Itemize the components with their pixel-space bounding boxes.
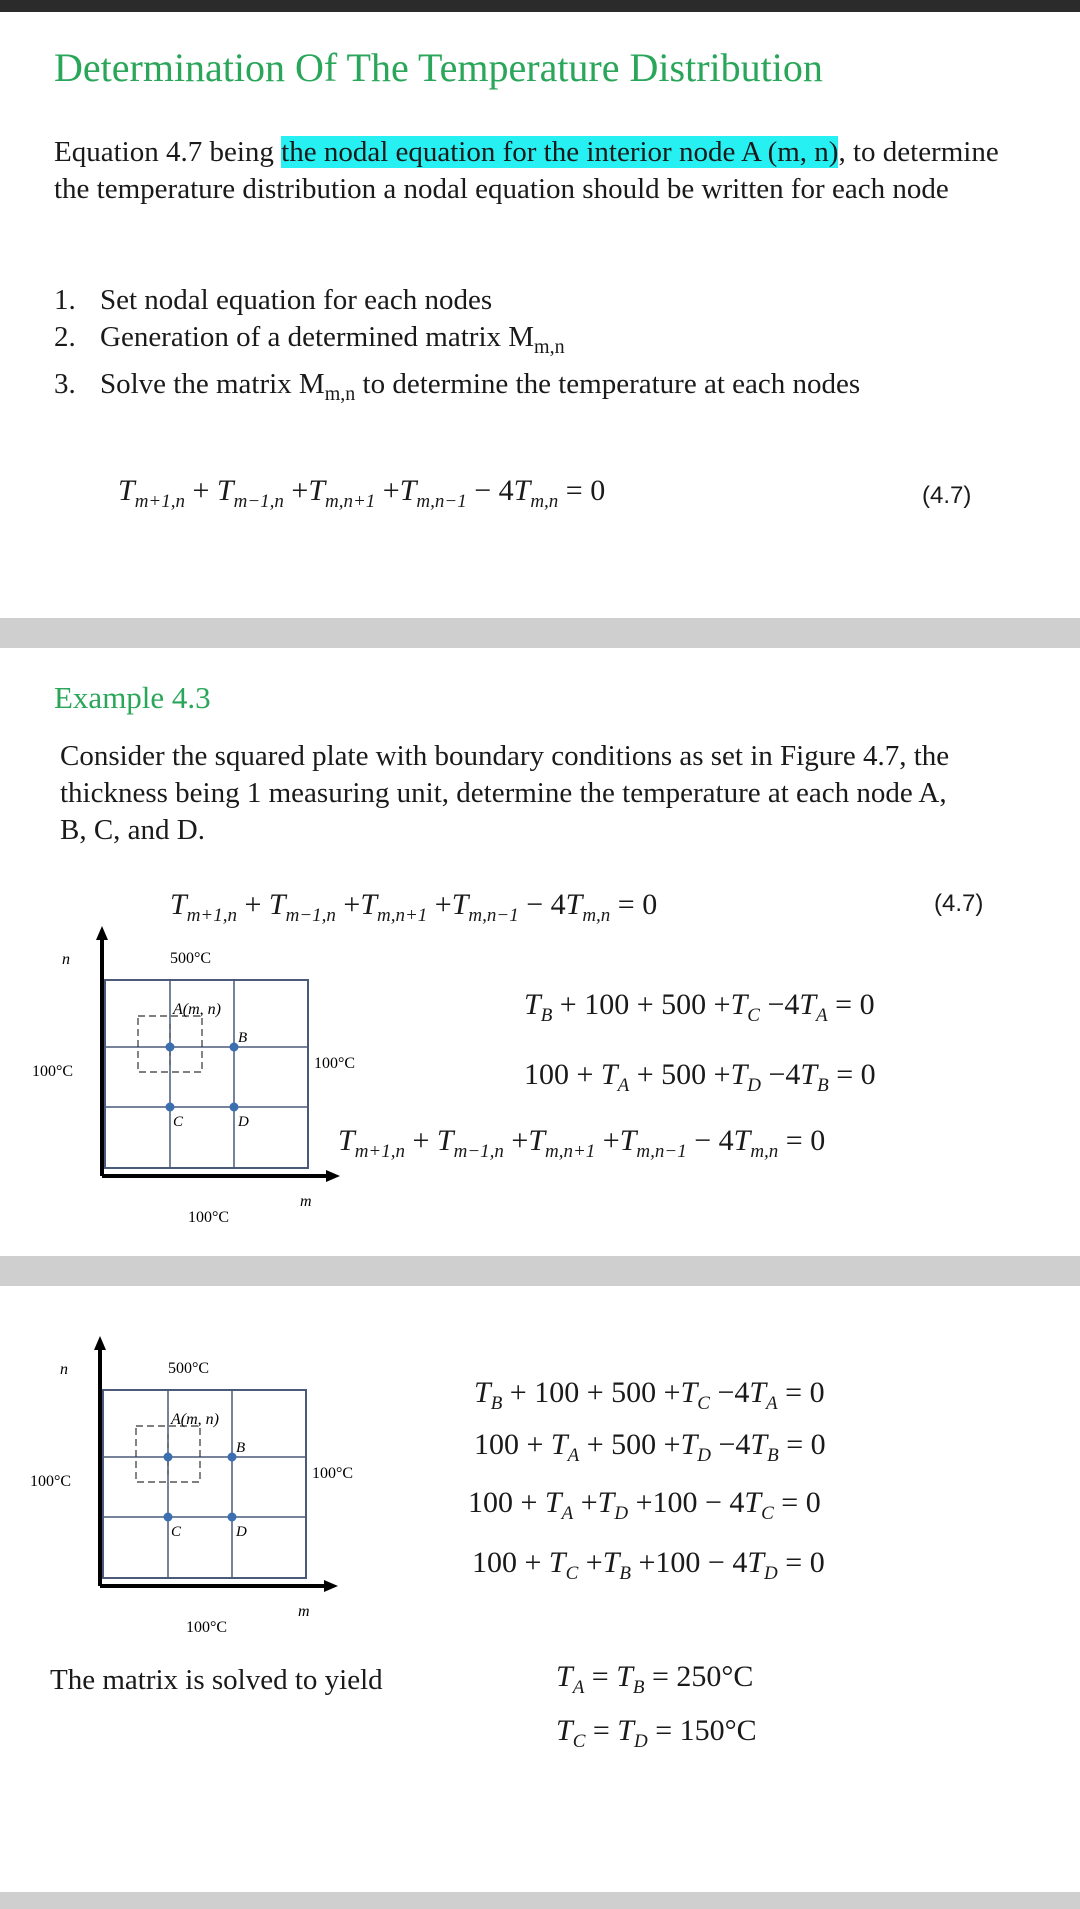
equation-node-c: $100 + T_A +T_D +100 - 4T_C = 0$: [468, 1486, 821, 1524]
conclusion-text: The matrix is solved to yield: [50, 1664, 383, 1696]
intro-text-pre: Equation 4.7 being: [54, 136, 282, 168]
list-item: 3. Solve the matrix $M_{m,n}$ to determine the temperature at each nodes: [54, 367, 861, 405]
result-ta-tb: $T_A = T_B = 250^\circ C$: [556, 1660, 754, 1698]
equation-node-b: $100 + T_A + 500 +T_D -4T_B = 0$: [474, 1428, 826, 1466]
intro-paragraph: [54, 134, 1014, 208]
bottom-temp-label: 100°C: [186, 1619, 228, 1636]
top-temp-label: 500°C: [170, 950, 212, 967]
node-a-marker: [164, 1453, 173, 1462]
node-c-marker: [166, 1103, 175, 1112]
left-temp-label: 100°C: [30, 1473, 72, 1490]
slide-separator: [0, 1256, 1080, 1286]
node-c-label: C: [171, 1524, 182, 1540]
top-temp-label: 500°C: [168, 1360, 210, 1377]
result-tc-td: $T_C = T_D = 150^\circ C$: [556, 1714, 757, 1752]
left-temp-label: 100°C: [32, 1063, 74, 1080]
top-bar: [0, 0, 1080, 12]
node-d-label: D: [238, 1114, 249, 1130]
bottom-temp-label: 100°C: [188, 1209, 230, 1226]
node-d-marker: [230, 1103, 239, 1112]
equation-4-7: $T_{m+1,n} + T_{m-1,n} +T_{m,n+1} +T_{m,n-1} - 4T_{m,n} = 0$: [170, 888, 658, 926]
equation-node-d: $100 + T_C +T_B +100 - 4T_D = 0$: [472, 1546, 825, 1584]
node-d-marker: [228, 1513, 237, 1522]
n-axis-label: n: [62, 951, 70, 968]
slide-separator: [0, 1892, 1080, 1909]
equation-number: (4.7): [934, 890, 984, 917]
equation-node-b: $100 + T_A + 500 +T_D -4T_B = 0$: [524, 1058, 876, 1096]
node-a-marker: [166, 1043, 175, 1052]
node-d-label: D: [236, 1524, 247, 1540]
m-axis-label: m: [300, 1193, 312, 1210]
list-item: 1. Set nodal equation for each nodes: [54, 284, 493, 316]
node-c-marker: [164, 1513, 173, 1522]
node-c-label: C: [173, 1114, 184, 1130]
right-temp-label: 100°C: [314, 1055, 356, 1072]
n-axis-label: n: [60, 1361, 68, 1378]
equation-node-a: $T_B + 100 + 500 +T_C -4T_A = 0$: [524, 988, 875, 1026]
list-item: 2. Generation of a determined matrix $M_{m,n}$: [54, 321, 565, 358]
node-b-label: B: [236, 1440, 246, 1456]
slide-title: Determination Of The Temperature Distribution: [54, 45, 823, 90]
intro-highlight: the nodal equation for the interior node A (m, n): [281, 136, 839, 168]
node-a-label: A(m, n): [173, 1001, 221, 1018]
equation-general: $T_{m+1,n} + T_{m-1,n} +T_{m,n+1} +T_{m,n-1} - 4T_{m,n} = 0$: [338, 1124, 826, 1162]
m-axis-label: m: [298, 1603, 310, 1620]
plate-diagram: [20, 920, 356, 1240]
example-title: Example 4.3: [54, 680, 211, 715]
equation-node-a: $T_B + 100 + 500 +T_C -4T_A = 0$: [474, 1376, 825, 1414]
equation-number: (4.7): [922, 482, 972, 509]
problem-statement: Consider the squared plate with boundary conditions as set in Figure 4.7, the thickness being 1 measuring unit, determine the temperature at each node A, B, C, and D.: [60, 740, 950, 846]
intro-text-post: , to determine the temperature distribution a nodal equation should be written for each node: [54, 136, 999, 205]
steps-list: [54, 282, 914, 413]
slide-separator: [0, 618, 1080, 648]
plate-diagram: [18, 1330, 354, 1640]
node-a-label: A(m, n): [171, 1411, 219, 1428]
node-b-label: B: [238, 1030, 248, 1046]
right-temp-label: 100°C: [312, 1465, 354, 1482]
equation-4-7: $T_{m+1,n} + T_{m-1,n} +T_{m,n+1} +T_{m,n-1} - 4T_{m,n} = 0$: [118, 474, 606, 512]
